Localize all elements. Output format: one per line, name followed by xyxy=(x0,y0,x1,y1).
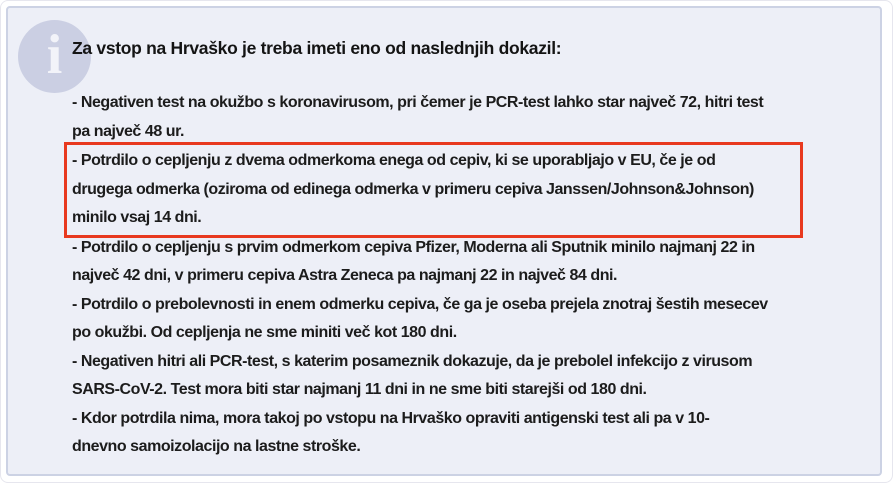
spacer xyxy=(72,62,852,89)
info-text-line: - Negativen hitri ali PCR-test, s katerim posameznik dokazuje, da je prebolel infekcijo z virusom xyxy=(72,352,753,370)
info-text-line: - Potrdilo o cepljenju s prvim odmerkom cepiva Pfizer, Moderna ali Sputnik minilo najmanj 22 in xyxy=(72,238,755,256)
info-text-line: minilo vsaj 14 dni. xyxy=(72,209,202,226)
info-panel xyxy=(6,6,882,476)
info-content xyxy=(72,34,852,462)
info-text-line: pa največ 48 ur. xyxy=(72,122,184,140)
highlight-annotation-box xyxy=(64,142,803,238)
info-text-line: - Potrdilo o prebolevnosti in enem odmerku cepiva, če ga je oseba prejela znotraj šestih mesecev xyxy=(72,295,768,313)
info-heading: Za vstop na Hrvaško je treba imeti eno od naslednjih dokazil: xyxy=(72,38,562,58)
info-text-line: največ 42 dni, v primeru cepiva Astra Zeneca pa najmanj 22 in največ 84 dni. xyxy=(72,267,618,284)
info-text-line: SARS-CoV-2. Test mora biti star najmanj 11 dni in ne sme biti starejši od 180 dni. xyxy=(72,381,647,398)
info-text-line: po okužbi. Od cepljenja ne sme miniti več kot 180 dni. xyxy=(72,324,457,341)
info-text-line: - Negativen test na okužbo s koronavirusom, pri čemer je PCR-test lahko star največ 72, hitri test xyxy=(72,94,764,111)
info-text-line: dnevno samoizolacijo na lastne stroške. xyxy=(72,438,361,455)
info-text-line: - Kdor potrdila nima, mora takoj po vstopu na Hrvaško opraviti antigenski test ali pa v 10- xyxy=(72,409,710,427)
info-text-line: - Potrdilo o cepljenju z dvema odmerkoma enega od cepiv, ki se uporabljajo v EU, če je od xyxy=(72,152,716,169)
info-icon-glyph: i xyxy=(46,24,63,86)
info-text-line: drugega odmerka (oziroma od edinega odmerka v primeru cepiva Janssen/Johnson&Johnson) xyxy=(72,180,754,198)
